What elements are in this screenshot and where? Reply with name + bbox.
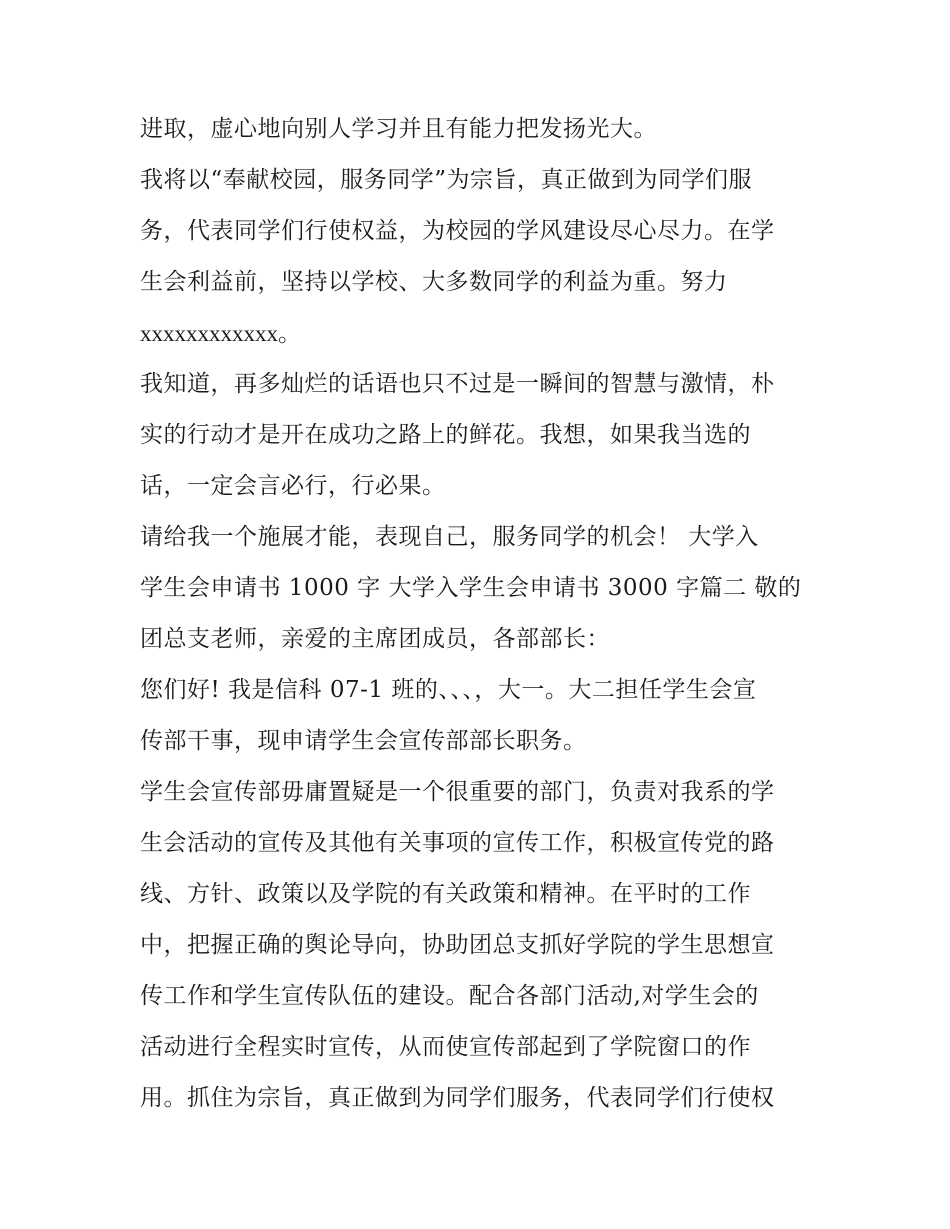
text-line: 我将以“奉献校园，服务同学”为宗旨，真正做到为同学们服 — [140, 167, 753, 193]
text-line: 传工作和学生宣传队伍的建设。配合各部门活动,对学生会的 — [140, 983, 759, 1009]
text-line: 进取，虚心地向别人学习并且有能力把发扬光大。 — [140, 116, 657, 142]
text-line: 学生会申请书 1000 字 大学入学生会申请书 3000 字篇二 敬的 — [140, 575, 802, 601]
text-line: 用。抓住为宗旨，真正做到为同学们服务，代表同学们行使权 — [140, 1085, 775, 1111]
document-body — [140, 104, 820, 1124]
text-line: 话，一定会言必行，行必果。 — [140, 473, 446, 499]
text-line: 实的行动才是开在成功之路上的鲜花。我想，如果我当选的 — [140, 422, 751, 448]
text-line: 团总支老师，亲爱的主席团成员，各部部长： — [140, 626, 610, 652]
text-line: 请给我一个施展才能，表现自己，服务同学的机会！ 大学入 — [140, 524, 759, 550]
text-line: 线、方针、政策以及学院的有关政策和精神。在平时的工作 — [140, 881, 751, 907]
text-line: 生会利益前，坚持以学校、大多数同学的利益为重。努力 — [140, 269, 728, 295]
text-line: 学生会宣传部毋庸置疑是一个很重要的部门，负责对我系的学 — [140, 779, 775, 805]
text-line: 您们好! 我是信科 07-1 班的、、、，大一。大二担任学生会宣 — [140, 677, 757, 703]
text-line: 中，把握正确的舆论导向，协助团总支抓好学院的学生思想宣 — [140, 932, 775, 958]
text-line: xxxxxxxxxxxx。 — [140, 321, 301, 346]
text-line: 生会活动的宣传及其他有关事项的宣传工作，积极宣传党的路 — [140, 830, 775, 856]
text-line: 传部干事，现申请学生会宣传部部长职务。 — [140, 728, 587, 754]
text-line: 活动进行全程实时宣传，从而使宣传部起到了学院窗口的作 — [140, 1034, 751, 1060]
text-line: 我知道，再多灿烂的话语也只不过是一瞬间的智慧与激情，朴 — [140, 371, 775, 397]
text-line: 务，代表同学们行使权益，为校园的学风建设尽心尽力。在学 — [140, 218, 775, 244]
